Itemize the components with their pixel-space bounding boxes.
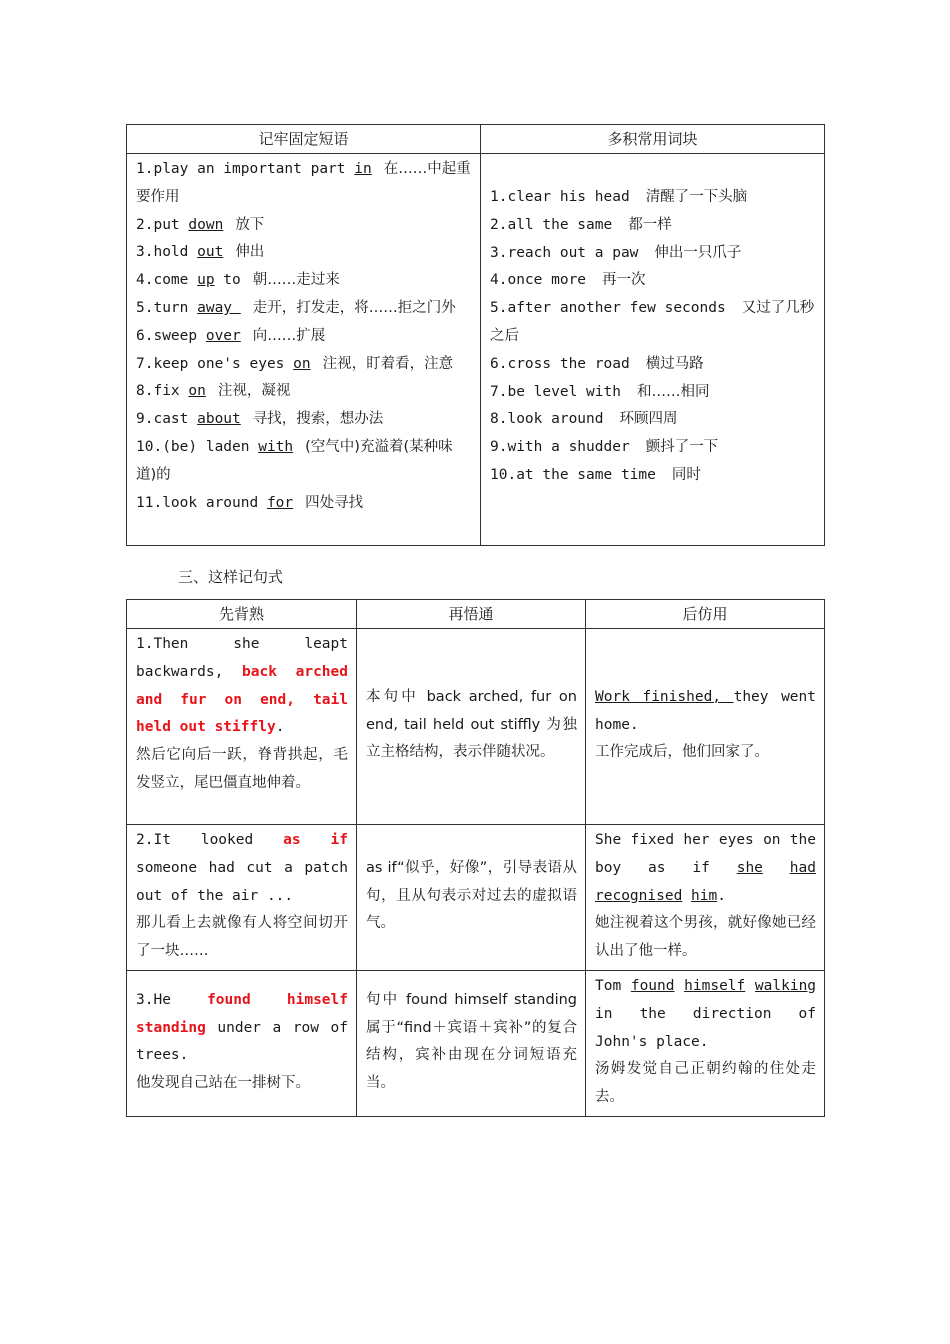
phrase-text: 5.turn [136,299,198,316]
list-item [136,295,472,323]
highlight-text: as if [283,832,348,848]
list-item [136,323,472,351]
imitation-translation: 她注视着这个男孩，就好像她已经认出了他一样。 [595,915,816,960]
chunk-meaning: 都一样 [628,216,672,233]
phrase-text: to [214,272,241,289]
phrase-meaning: 寻找，搜索，想办法 [252,411,384,428]
phrase-text: 4.come [136,272,198,289]
phrase-text: 9.cast [136,411,198,428]
chunk-text: 6.cross the road [490,355,630,372]
phrase-text: 2.put [136,216,189,233]
chunk-meaning: 颤抖了一下 [645,439,719,456]
imitation-answer: himself [684,977,746,994]
list-item [136,434,472,490]
phrase-text: 1.play an important part [136,161,355,177]
list-item [490,434,816,462]
phrase-meaning: 放下 [235,216,265,233]
fixed-phrases-list [127,154,481,546]
list-item [490,462,816,490]
list-item [136,406,472,434]
sentence-translation: 然后它向后一跃，脊背拱起，毛发竖立，尾巴僵直地伸着。 [136,747,348,791]
highlight-text: back arched and fur on end, tail held out stiffly [136,663,348,736]
list-item [136,239,472,267]
phrase-answer: on [188,383,206,400]
table-row [127,970,825,1116]
phrase-meaning: 伸出 [235,244,265,261]
explanation-text: 本句中 back arched, fur on end, tail held out stiffly 为独立主格结构，表示伴随状况。 [366,688,577,761]
sentence-3-explanation [357,970,586,1116]
chunk-meaning: 横过马路 [645,355,704,372]
imitation-answer: she [736,859,763,876]
phrase-meaning: 在……中起重要作用 [136,161,471,205]
imitation-answer: walking [754,977,817,994]
sentence-text: 1.Then she leapt backwards, [136,636,348,680]
header-common-chunks: 多积常用词块 [481,125,825,154]
imitation-translation: 工作完成后，他们回家了。 [595,744,769,761]
phrase-text: 11.look around [136,494,267,511]
sentence-1-original [127,629,357,825]
chunk-text: 1.clear his head [490,189,630,205]
imitation-answer: him [691,887,718,904]
sentence-patterns-table [126,599,825,1117]
list-item [136,267,472,295]
imitation-answer: recognised [595,887,683,904]
phrase-meaning: 朝……走过来 [252,272,340,289]
list-item [490,184,816,212]
sentence-translation: 他发现自己站在一排树下。 [136,1075,310,1092]
list-item [490,351,816,379]
imitation-text: Tom [595,977,631,994]
chunk-meaning: 伸出一只爪子 [654,244,742,261]
phrase-answer: down [188,216,224,233]
chunk-text: 9.with a shudder [490,439,630,456]
chunk-meaning: 环顾四周 [619,411,678,428]
imitation-translation: 汤姆发觉自己正朝约翰的住处走去。 [595,1061,816,1106]
phrase-answer: about [197,411,241,428]
sentence-translation: 那儿看上去就像有人将空间切开了一块…… [136,915,348,960]
sentence-text: under a row of trees. [136,1019,348,1064]
explanation-text: 句中 found himself standing 属于“find＋宾语＋宾补”的复合结构，宾补由现在分词短语充当。 [366,991,577,1092]
sentence-2-imitation [586,825,825,971]
sentence-text: someone had cut a patch out of the air ... [136,859,348,904]
explanation-text: as if“似乎，好像”，引导表语从句，且从句表示对过去的虚拟语气。 [366,859,577,932]
phrase-text: 7.keep one's eyes [136,355,294,372]
header-fixed-phrases: 记牢固定短语 [127,125,481,154]
header-memorize: 先背熟 [127,600,357,629]
list-item [136,378,472,406]
table-row [127,629,825,825]
chunk-text: 2.all the same [490,216,613,233]
header-imitate: 后仿用 [586,600,825,629]
chunk-meaning: 同时 [671,466,701,483]
common-chunks-list [481,154,825,546]
chunk-text: 10.at the same time [490,466,656,483]
phrase-answer: up [197,272,215,289]
chunk-text: 5.after another few seconds [490,300,726,317]
phrase-meaning: 注视，盯着看，注意 [322,355,454,372]
imitation-text: in the direction of John's place. [595,1005,816,1050]
section-title: 三、这样记句式 [178,568,284,586]
phrase-text: 10.(be) laden [136,438,259,455]
fixed-phrases-table [126,124,825,546]
list-item [490,379,816,407]
chunk-text: 3.reach out a paw [490,244,639,261]
list-item [136,351,472,379]
list-item [490,267,816,295]
phrase-meaning: (空气中)充溢着(某种味道)的 [136,438,453,483]
imitation-text: . [717,887,726,904]
chunk-meaning: 再一次 [602,272,646,289]
phrase-meaning: 注视，凝视 [217,383,291,400]
sentence-text: . [275,719,285,736]
list-item [490,240,816,268]
chunk-text: 4.once more [490,272,587,289]
phrase-text: 6.sweep [136,327,206,344]
phrase-meaning: 走开，打发走，将……拒之门外 [252,299,456,316]
imitation-answer: found [630,977,675,994]
phrase-answer: on [293,355,311,372]
chunk-meaning: 和……相同 [636,383,710,400]
highlight-text: found himself standing [136,991,348,1036]
sentence-text: 2.It looked [136,832,284,848]
sentence-1-imitation [586,629,825,825]
phrase-text: 8.fix [136,383,189,400]
phrase-answer: out [197,244,224,261]
phrase-answer: for [266,494,294,511]
phrase-meaning: 向……扩展 [252,327,326,344]
sentence-3-original [127,970,357,1116]
list-item [136,156,472,212]
chunk-text: 8.look around [490,411,604,428]
phrase-answer: with [258,438,294,455]
chunk-meaning: 清醒了一下头脑 [645,189,748,205]
header-understand: 再悟通 [357,600,586,629]
list-item [136,490,472,518]
sentence-2-original [127,825,357,971]
sentence-1-explanation [357,629,586,825]
phrase-answer: away [197,299,241,316]
imitation-answer: had [789,859,816,876]
phrase-answer: over [205,327,241,344]
chunk-meaning: 又过了几秒之后 [490,300,815,344]
imitation-answer: Work finished, [595,688,734,705]
phrase-text: 3.hold [136,244,198,261]
list-item [490,295,816,351]
list-item [136,212,472,240]
list-item [490,212,816,240]
sentence-text: 3.He [136,991,208,1008]
sentence-3-imitation [586,970,825,1116]
phrase-meaning: 四处寻找 [305,494,364,511]
sentence-2-explanation [357,825,586,971]
table-row [127,825,825,971]
imitation-text: She fixed her eyes on the boy as if [595,832,816,876]
chunk-text: 7.be level with [490,383,621,400]
list-item [490,406,816,434]
phrase-answer: in [354,161,372,177]
imitation-text: they went home. [595,688,816,733]
